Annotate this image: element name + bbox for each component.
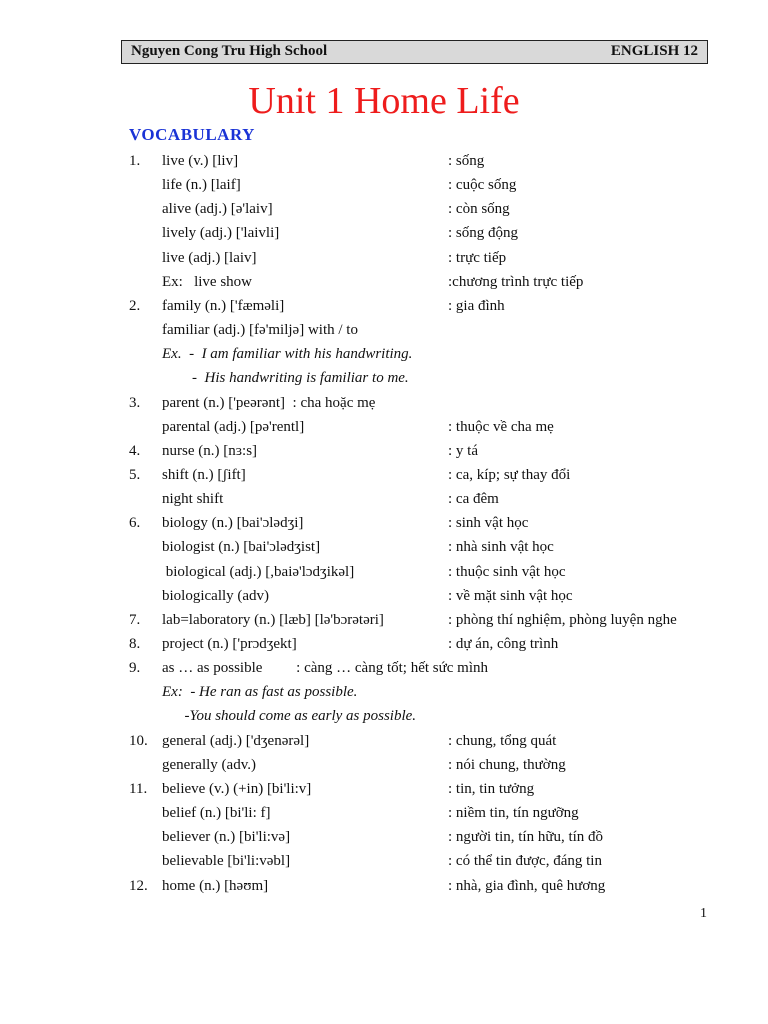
- vocab-meaning: : về mặt sinh vật học: [448, 587, 573, 604]
- vocab-term: lively (adj.) ['laivli]: [162, 225, 280, 242]
- vocab-number: 7.: [129, 611, 141, 628]
- vocab-term: Ex: live show: [162, 273, 252, 290]
- vocab-term: parent (n.) ['peərənt] : cha hoặc mẹ: [162, 394, 376, 411]
- vocab-term: live (adj.) [laiv]: [162, 249, 257, 266]
- vocab-row: [0, 391, 768, 415]
- vocab-term: as … as possible : càng … càng tốt; hết sức mình: [162, 660, 488, 677]
- vocab-term: generally (adv.): [162, 756, 256, 773]
- vocab-meaning: : phòng thí nghiệm, phòng luyện nghe: [448, 611, 677, 628]
- vocab-number: 6.: [129, 515, 141, 532]
- vocab-row: [0, 173, 768, 197]
- page-number: 1: [700, 906, 707, 921]
- vocab-row: [0, 849, 768, 873]
- vocab-row: [0, 729, 768, 753]
- vocab-row: [0, 801, 768, 825]
- vocab-meaning: : nhà, gia đình, quê hương: [448, 877, 606, 894]
- vocab-term: biologist (n.) [bai'ɔlədʒist]: [162, 539, 321, 556]
- vocab-meaning: : dự án, công trình: [448, 636, 559, 652]
- vocab-number: 3.: [129, 394, 141, 411]
- vocab-number: 8.: [129, 636, 141, 652]
- vocab-row: [0, 584, 768, 608]
- vocab-meaning: : thuộc sinh vật học: [448, 563, 566, 580]
- vocab-term: project (n.) ['prɔdʒekt]: [162, 636, 297, 652]
- vocab-term: alive (adj.) [ə'laiv]: [162, 201, 273, 218]
- school-name: Nguyen Cong Tru High School: [131, 43, 328, 59]
- example-sentence: -You should come as early as possible.: [162, 708, 417, 725]
- vocab-meaning: : có thể tin được, đáng tin: [448, 853, 602, 870]
- vocab-meaning: : y tá: [448, 442, 478, 459]
- example-sentence: Ex. - I am familiar with his handwriting.: [162, 346, 413, 363]
- vocab-term: familiar (adj.) [fə'miljə] with / to: [162, 322, 358, 339]
- vocab-meaning: : chung, tổng quát: [448, 732, 557, 749]
- vocab-meaning: : còn sống: [448, 201, 510, 218]
- vocab-meaning: : gia đình: [448, 297, 505, 314]
- vocab-meaning: : ca, kíp; sự thay đổi: [448, 466, 571, 483]
- vocab-term: believer (n.) [bi'li:və]: [162, 829, 291, 846]
- vocab-meaning: : tin, tin tưởng: [448, 780, 535, 797]
- vocab-term: nurse (n.) [nɜ:s]: [162, 442, 258, 459]
- vocab-term: life (n.) [laif]: [162, 177, 241, 194]
- vocab-term: general (adj.) ['dʒenərəl]: [162, 732, 310, 749]
- vocab-row: [0, 535, 768, 559]
- vocab-row: [0, 777, 768, 801]
- vocab-term: family (n.) ['fæməli]: [162, 297, 285, 314]
- vocab-number: 5.: [129, 466, 141, 483]
- vocab-number: 12.: [129, 877, 148, 894]
- vocab-meaning: :chương trình trực tiếp: [448, 273, 584, 290]
- section-heading: VOCABULARY: [129, 125, 255, 144]
- example-sentence: Ex: - He ran as fast as possible.: [162, 684, 358, 701]
- vocab-number: 9.: [129, 660, 141, 677]
- vocab-meaning: : nói chung, thường: [448, 756, 566, 773]
- vocab-row: [0, 342, 768, 366]
- vocab-meaning: : sống động: [448, 225, 519, 242]
- vocab-row: [0, 197, 768, 221]
- vocab-row: [0, 270, 768, 294]
- vocab-meaning: : cuộc sống: [448, 177, 517, 194]
- vocab-term: live (v.) [liv]: [162, 153, 239, 169]
- vocab-row: [0, 560, 768, 584]
- vocab-meaning: : ca đêm: [448, 491, 499, 508]
- vocab-meaning: : niềm tin, tín ngưỡng: [448, 805, 579, 822]
- vocab-term: biology (n.) [bai'ɔlədʒi]: [162, 515, 304, 532]
- vocab-row: [0, 415, 768, 439]
- vocab-term: lab=laboratory (n.) [læb] [lə'bɔrətəri]: [162, 611, 384, 628]
- vocab-meaning: : nhà sinh vật học: [448, 539, 554, 556]
- vocab-number: 10.: [129, 732, 148, 749]
- vocab-row: [0, 221, 768, 245]
- page-title: Unit 1 Home Life: [248, 80, 520, 122]
- vocab-row: [0, 753, 768, 777]
- vocab-term: parental (adj.) [pə'rentl]: [162, 418, 305, 435]
- vocab-term: biological (adj.) [,baiə'lɔdʒikəl]: [162, 563, 355, 580]
- vocab-term: belief (n.) [bi'li: f]: [162, 805, 271, 822]
- vocab-row: [0, 632, 768, 656]
- vocab-term: believe (v.) (+in) [bi'li:v]: [162, 780, 312, 797]
- vocab-meaning: : thuộc về cha mẹ: [448, 418, 554, 435]
- vocab-number: 2.: [129, 297, 141, 314]
- vocab-row: [0, 825, 768, 849]
- vocab-row: [0, 656, 768, 680]
- vocab-meaning: : trực tiếp: [448, 249, 507, 266]
- vocab-row: [0, 294, 768, 318]
- vocab-number: 1.: [129, 153, 141, 169]
- vocab-row: [0, 463, 768, 487]
- vocab-term: home (n.) [həʊm]: [162, 877, 269, 894]
- vocab-row: [0, 246, 768, 270]
- vocab-row: [0, 704, 768, 728]
- vocab-meaning: : sinh vật học: [448, 515, 529, 532]
- vocab-row: [0, 874, 768, 898]
- vocab-row: [0, 318, 768, 342]
- vocab-number: 11.: [129, 780, 148, 797]
- vocab-row: [0, 439, 768, 463]
- vocab-row: [0, 680, 768, 704]
- vocab-row: [0, 511, 768, 535]
- vocab-row: [0, 608, 768, 632]
- vocab-row: [0, 149, 768, 173]
- vocab-row: [0, 487, 768, 511]
- vocab-meaning: : sống: [448, 153, 485, 169]
- vocab-term: night shift: [162, 491, 224, 508]
- vocab-term: biologically (adv): [162, 587, 270, 604]
- vocab-row: [0, 366, 768, 390]
- subject-label: ENGLISH 12: [610, 43, 698, 59]
- example-sentence: - His handwriting is familiar to me.: [162, 370, 409, 387]
- vocab-meaning: : người tin, tín hữu, tín đồ: [448, 829, 604, 846]
- vocab-number: 4.: [129, 442, 141, 459]
- vocab-term: believable [bi'li:vəbl]: [162, 853, 291, 870]
- vocab-term: shift (n.) [ʃift]: [162, 466, 246, 483]
